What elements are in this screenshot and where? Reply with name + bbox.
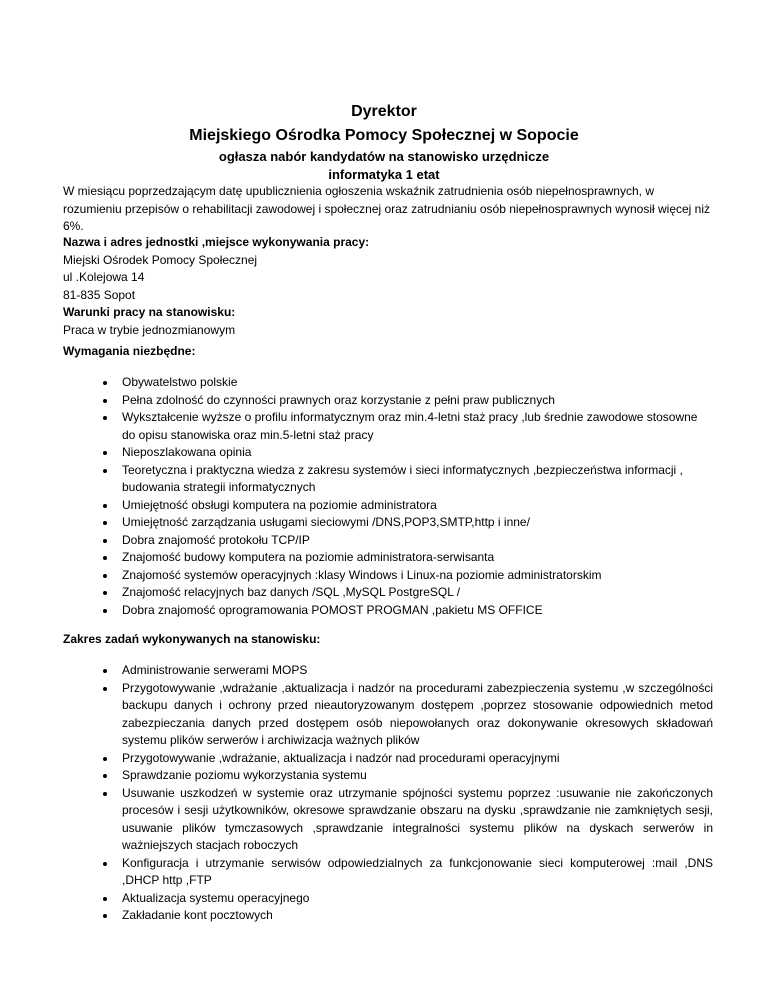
bullet-icon — [103, 451, 107, 455]
bullet-icon — [103, 757, 107, 761]
list-item: Umiejętność zarządzania usługami sieciowymi /DNS,POP3,SMTP,http i inne/ — [63, 514, 713, 532]
list-item: Usuwanie uszkodzeń w systemie oraz utrzymanie spójności systemu poprzez :usuwanie nie zakończonych procesów i sesji użytkowników, okresowe sprawdzanie obszaru na dysku ,sprawdzanie nie zamkniętych sesji, usuwanie plików tymczasowych ,sprawdzanie integralności systemu plików na dyskach serwerów in ważniejszych stacjach roboczych — [63, 785, 713, 855]
header-institution: Miejskiego Ośrodka Pomocy Społecznej w Sopocie — [189, 127, 579, 144]
list-item: Nieposzlakowana opinia — [63, 444, 713, 462]
bullet-icon — [103, 574, 107, 578]
unit-city: 81-835 Sopot — [63, 287, 136, 302]
bullet-icon — [103, 399, 107, 403]
unit-name: Miejski Ośrodek Pomocy Społecznej — [63, 252, 258, 267]
conditions-text: Praca w trybie jednozmianowym — [63, 322, 236, 337]
list-item: Wykształcenie wyższe o profilu informatycznym oraz min.4-letni staż pracy ,lub średnie zawodowe stosowne do opisu stanowiska oraz min.5-letni staż pracy — [63, 409, 713, 444]
header-position: informatyka 1 etat — [328, 167, 440, 182]
list-item: Teoretyczna i praktyczna wiedza z zakresu systemów i sieci informatycznych ,bezpieczeństwa informacji , budowania strategii informatycznych — [63, 462, 713, 497]
header-announcement: ogłasza nabór kandydatów na stanowisko urzędnicze — [218, 149, 550, 164]
bullet-icon — [103, 774, 107, 778]
list-item: Dobra znajomość oprogramowania POMOST PROGMAN ,pakietu MS OFFICE — [63, 602, 713, 620]
unit-street: ul .Kolejowa 14 — [63, 270, 145, 284]
header-title: Dyrektor — [351, 103, 417, 120]
bullet-icon — [103, 521, 107, 525]
list-item: Konfiguracja i utrzymanie serwisów odpowiedzialnych za funkcjonowanie sieci komputerowej :mail ,DNS ,DHCP http ,FTP — [63, 855, 713, 890]
bullet-icon — [103, 504, 107, 508]
list-item: Zakładanie kont pocztowych — [63, 907, 713, 925]
bullet-icon — [103, 687, 107, 691]
list-item: Dobra znajomość protokołu TCP/IP — [63, 532, 713, 550]
bullet-icon — [103, 914, 107, 918]
bullet-icon — [103, 897, 107, 901]
bullet-icon — [103, 416, 107, 420]
bullet-icon — [103, 862, 107, 866]
tasks-list — [63, 662, 713, 925]
tasks-heading: Zakres zadań wykonywanych na stanowisku: — [63, 632, 321, 646]
list-item: Administrowanie serwerami MOPS — [63, 662, 713, 680]
bullet-icon — [103, 469, 107, 473]
bullet-icon — [103, 669, 107, 673]
list-item: Znajomość budowy komputera na poziomie administratora-serwisanta — [63, 549, 713, 567]
document-header — [0, 100, 768, 184]
list-item: Przygotowywanie ,wdrażanie, aktualizacja i nadzór nad procedurami operacyjnymi — [63, 750, 713, 768]
requirements-heading: Wymagania niezbędne: — [63, 344, 196, 358]
unit-heading: Nazwa i adres jednostki ,miejsce wykonywania pracy: — [63, 235, 370, 249]
list-item: Znajomość relacyjnych baz danych /SQL ,MySQL PostgreSQL / — [63, 584, 713, 602]
unit-section — [63, 234, 713, 339]
list-item: Sprawdzanie poziomu wykorzystania systemu — [63, 767, 713, 785]
list-item: Przygotowywanie ,wdrażanie ,aktualizacja i nadzór na procedurami zabezpieczenia systemu ,w szczególności backupu danych i ochrony przed nieautoryzowanym dostępem ,poprzez stosowanie odpowiednich metod zabezpieczania danych przed dostępem osób niepowołanych oraz dokonywanie okresowych składowań systemu plików serwerów i archiwizacja ważnych plików — [63, 680, 713, 750]
list-item: Obywatelstwo polskie — [63, 374, 713, 392]
requirements-list — [63, 374, 713, 619]
list-item: Aktualizacja systemu operacyjnego — [63, 890, 713, 908]
list-item: Znajomość systemów operacyjnych :klasy Windows i Linux-na poziomie administratorskim — [63, 567, 713, 585]
bullet-icon — [103, 539, 107, 543]
conditions-heading: Warunki pracy na stanowisku: — [63, 305, 236, 319]
bullet-icon — [103, 792, 107, 796]
list-item: Pełna zdolność do czynności prawnych oraz korzystanie z pełni praw publicznych — [63, 392, 713, 410]
intro-paragraph: W miesiącu poprzedzającym datę upublicznienia ogłoszenia wskaźnik zatrudnienia osób niepełnosprawnych, w rozumieniu przepisów o rehabilitacji zawodowej i społecznej oraz zatrudnianiu osób niepełnosprawnych wynosił więcej niż 6%. — [63, 184, 711, 233]
bullet-icon — [103, 381, 107, 385]
list-item: Umiejętność obsługi komputera na poziomie administratora — [63, 497, 713, 515]
bullet-icon — [103, 556, 107, 560]
bullet-icon — [103, 609, 107, 613]
bullet-icon — [103, 591, 107, 595]
